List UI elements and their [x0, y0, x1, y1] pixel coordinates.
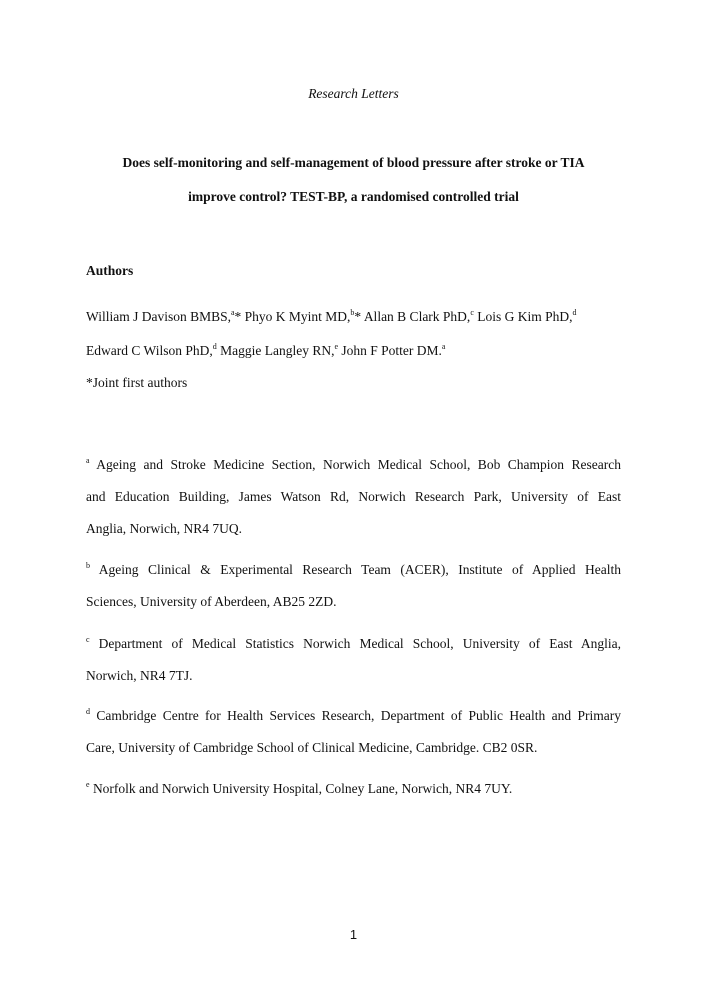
author-name: Maggie Langley RN,	[220, 343, 335, 358]
title-line: Does self-monitoring and self-management of blood pressure after stroke or TIA	[122, 155, 585, 170]
affiliation-line: Anglia, Norwich, NR4 7UQ.	[86, 521, 242, 536]
affiliation-line	[86, 554, 621, 586]
affiliation-text: Department of Medical Statistics Norwich Medical School, University of East Anglia,	[89, 636, 621, 651]
affiliation-marker: d	[86, 707, 90, 716]
affiliation-text: Ageing Clinical & Experimental Research Team (ACER), Institute of Applied Health	[90, 562, 621, 577]
affiliation-line: and Education Building, James Watson Rd, Norwich Research Park, University of East	[86, 489, 621, 504]
affiliation-line: Care, University of Cambridge School of Clinical Medicine, Cambridge. CB2 0SR.	[86, 740, 538, 755]
affiliation-line	[86, 628, 621, 660]
author-line	[86, 300, 626, 334]
affiliation-d	[86, 700, 621, 764]
affiliation-marker: a	[86, 456, 90, 465]
affiliation-marker: b	[86, 561, 90, 570]
affiliation-marker: d	[212, 342, 217, 351]
affiliation-marker: c	[470, 308, 474, 317]
affiliation-a	[86, 449, 621, 545]
author-list	[86, 300, 626, 368]
author-note: *	[234, 309, 245, 324]
affiliation-marker: c	[86, 635, 90, 644]
affiliation-marker: d	[572, 308, 577, 317]
authors-heading: Authors	[86, 263, 134, 278]
affiliation-marker: b	[350, 308, 355, 317]
author-name: Allan B Clark PhD,	[363, 309, 471, 324]
affiliation-line	[86, 449, 621, 481]
author-name: John F Potter DM.	[341, 343, 442, 358]
page-number: 1	[349, 927, 358, 942]
affiliation-line	[86, 700, 621, 732]
article-title	[86, 146, 621, 214]
affiliation-e	[86, 773, 621, 805]
affiliation-line: Norwich, NR4 7TJ.	[86, 668, 193, 683]
affiliation-line	[86, 773, 621, 805]
affiliation-line: Sciences, University of Aberdeen, AB25 2ZD.	[86, 594, 337, 609]
affiliation-text: Ageing and Stroke Medicine Section, Norwich Medical School, Bob Champion Research	[89, 457, 621, 472]
title-line: improve control? TEST-BP, a randomised controlled trial	[188, 189, 519, 204]
affiliation-text: Cambridge Centre for Health Services Research, Department of Public Health and Primary	[90, 708, 621, 723]
author-name: Phyo K Myint MD,	[244, 309, 351, 324]
author-name: William J Davison BMBS,	[86, 309, 231, 324]
affiliation-c	[86, 628, 621, 692]
affiliation-marker: e	[86, 780, 90, 789]
author-name: Lois G Kim PhD,	[477, 309, 573, 324]
affiliation-marker: a	[441, 342, 446, 351]
author-note: *	[354, 309, 364, 324]
affiliation-marker: a	[230, 308, 235, 317]
affiliation-marker: e	[334, 342, 339, 351]
author-line	[86, 334, 626, 368]
author-name: Edward C Wilson PhD,	[86, 343, 213, 358]
affiliation-text: Norfolk and Norwich University Hospital, Colney Lane, Norwich, NR4 7UY.	[89, 781, 513, 796]
joint-authors-note: *Joint first authors	[86, 375, 188, 390]
affiliation-b	[86, 554, 621, 618]
section-label: Research Letters	[308, 86, 399, 101]
